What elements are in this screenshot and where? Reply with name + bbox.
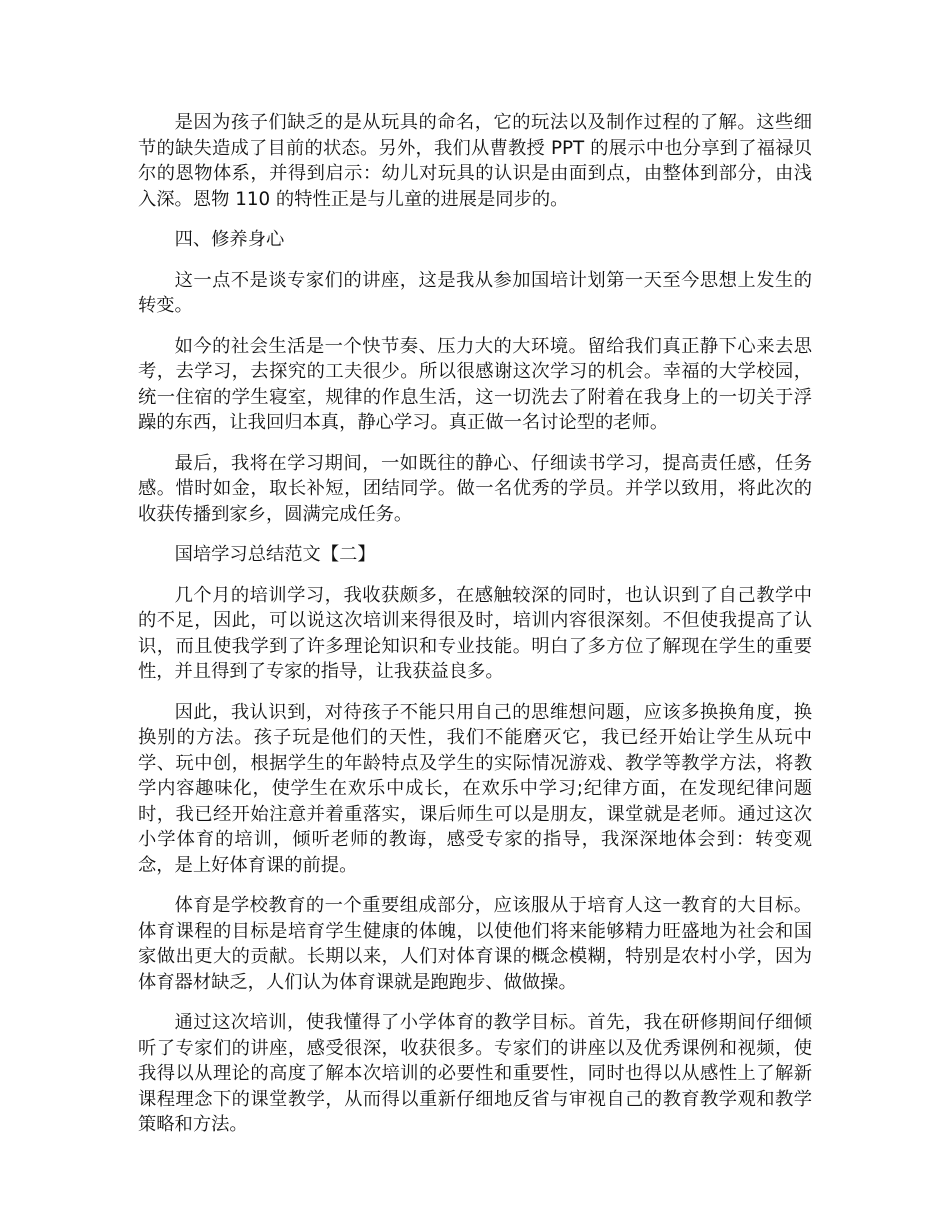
section-heading-cultivate-mind: 四、修养身心: [174, 229, 285, 250]
paragraph-teaching-methods: 因此，我认识到，对待孩子不能只用自己的思维想问题，应该多换换角度，换换别的方法。孩子玩是他们的天性，我们不能磨灭它，我已经开始让学生从玩中学、玩中创，根据学生的年龄特点及学生的实际情况游戏、教学等教学方法，将教学内容趣味化，使学生在欢乐中成长，在欢乐中学习;纪律方面，在发现纪律问题时，我已经开始注意并着重落实，课后师生可以是朋友，课堂就是老师。通过这次小学体育的培训，倾听老师的教诲，感受专家的指导，我深深地体会到：转变观念，是上好体育课的前提。: [138, 701, 812, 876]
paragraph-social-life: 如今的社会生活是一个快节奏、压力大的大环境。留给我们真正静下心来去思考，去学习，去探究的工夫很少。所以很感谢这次学习的机会。幸福的大学校园，统一住宿的学生寝室，规律的作息生活，这一切洗去了附着在我身上的一切关于浮躁的东西，让我回归本真，静心学习。真正做一名讨论型的老师。: [138, 335, 812, 433]
document-body: [138, 110, 812, 1153]
paragraph-pe-importance: 体育是学校教育的一个重要组成部分，应该服从于培育人这一教育的大目标。体育课程的目标是培育学生健康的体魄，以使他们将来能够精力旺盛地为社会和国家做出更大的贡献。长期以来，人们对体育课的概念模糊，特别是农村小学，因为体育器材缺乏，人们认为体育课就是跑跑步、做做操。: [138, 895, 812, 993]
paragraph-toy-understanding: 是因为孩子们缺乏的是从玩具的命名，它的玩法以及制作过程的了解。这些细节的缺失造成了目前的状态。另外，我们从曹教授 PPT 的展示中也分享到了福禄贝尔的恩物体系，并得到启示：幼儿对玩具的认识是由面到点，由整体到部分，由浅入深。恩物 110 的特性正是与儿童的进展是同步的。: [138, 112, 812, 210]
paragraph-finally: 最后，我将在学习期间，一如既往的静心、仔细读书学习，提高责任感，任务感。惜时如金，取长补短，团结同学。做一名优秀的学员。并学以致用，将此次的收获传播到家乡，圆满完成任务。: [138, 452, 812, 525]
paragraph-training-gains: 几个月的培训学习，我收获颇多，在感触较深的同时，也认识到了自己教学中的不足，因此，可以说这次培训来得很及时，培训内容很深刻。不但使我提高了认识，而且使我学到了许多理论知识和专业技能。明白了多方位了解现在学生的重要性，并且得到了专家的指导，让我获益良多。: [138, 584, 812, 682]
paragraph-mindset-change: 这一点不是谈专家们的讲座，这是我从参加国培计划第一天至今思想上发生的转变。: [138, 269, 812, 316]
section-heading-summary-two: 国培学习总结范文【二】: [174, 544, 376, 565]
paragraph-pe-goals: 通过这次培训，使我懂得了小学体育的教学目标。首先，我在研修期间仔细倾听了专家们的讲座，感受很深，收获很多。专家们的讲座以及优秀课例和视频，使我得以从理论的高度了解本次培训的必要性和重要性，同时也得以从感性上了解新课程理念下的课堂教学，从而得以重新仔细地反省与审视自己的教育教学观和教学策略和方法。: [138, 1012, 812, 1135]
